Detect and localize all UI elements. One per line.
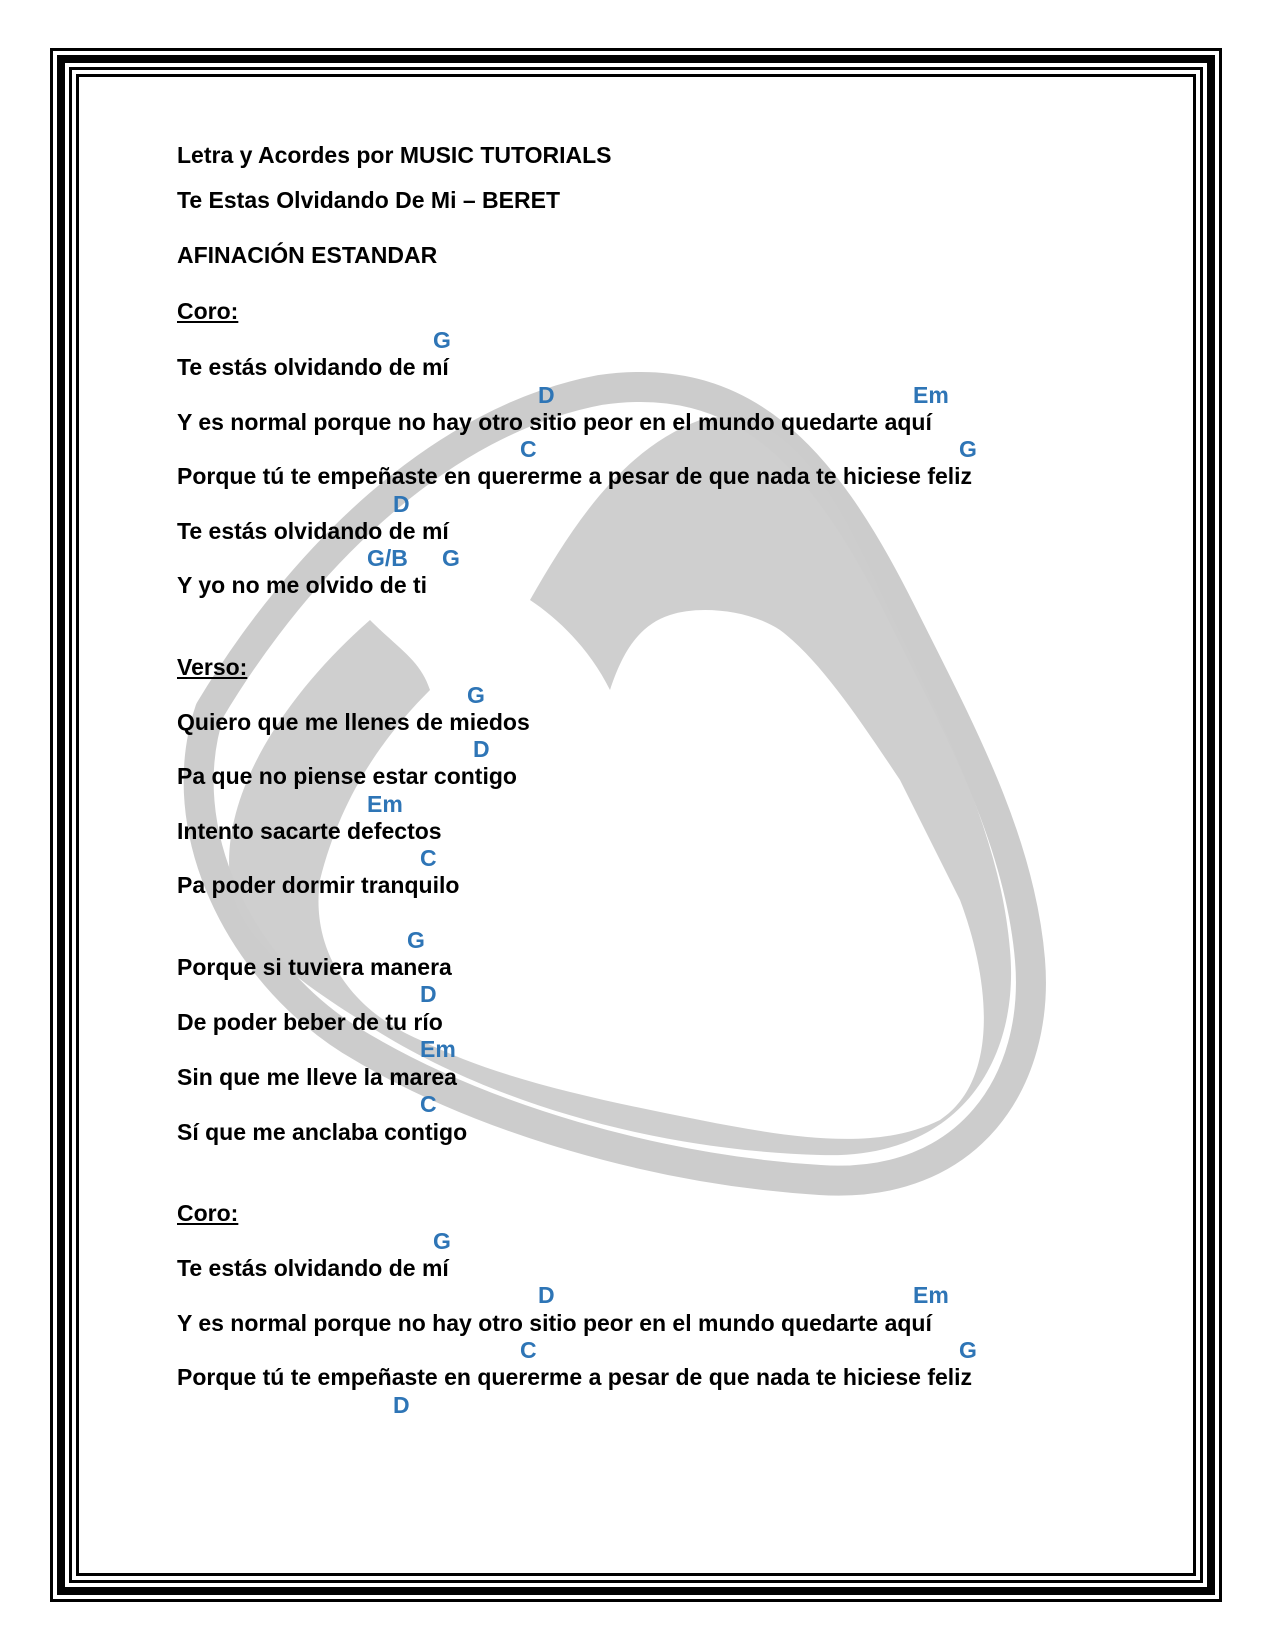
- chord: C: [420, 845, 437, 871]
- chord: G: [959, 1337, 977, 1363]
- lyric-line: Porque tú te empeñaste en quererme a pesar de que nada te hiciese feliz: [177, 1364, 973, 1390]
- lyric-line: Sí que me anclaba contigo: [177, 1119, 468, 1145]
- song-title: Te Estas Olvidando De Mi – BERET: [177, 187, 560, 213]
- lyric-line: Y yo no me olvido de ti: [177, 572, 428, 598]
- chord: G: [407, 927, 425, 953]
- section-label-verso: Verso:: [177, 654, 248, 680]
- chord: G/B: [367, 545, 408, 571]
- lyric-line: Te estás olvidando de mí: [177, 518, 449, 544]
- credit-line: Letra y Acordes por MUSIC TUTORIALS: [177, 142, 612, 168]
- chord: D: [538, 382, 555, 408]
- chord: G: [467, 682, 485, 708]
- chord: Em: [367, 791, 403, 817]
- chord: Em: [420, 1036, 456, 1062]
- chord: Em: [913, 1282, 949, 1308]
- chord: D: [538, 1282, 555, 1308]
- tuning-label: AFINACIÓN ESTANDAR: [177, 242, 438, 268]
- chord: D: [473, 736, 490, 762]
- chord: D: [393, 1392, 410, 1418]
- lyric-line: Porque tú te empeñaste en quererme a pesar de que nada te hiciese feliz: [177, 463, 973, 489]
- lyric-line: Porque si tuviera manera: [177, 954, 452, 980]
- chord: G: [959, 436, 977, 462]
- chord: D: [393, 491, 410, 517]
- chord: C: [520, 436, 537, 462]
- chord: G: [442, 545, 460, 571]
- lyric-line: De poder beber de tu río: [177, 1009, 443, 1035]
- section-label-coro: Coro:: [177, 1200, 239, 1226]
- lyric-line: Pa poder dormir tranquilo: [177, 872, 460, 898]
- lyrics-sheet: [177, 0, 1177, 1650]
- lyric-line: Te estás olvidando de mí: [177, 1255, 449, 1281]
- chord: G: [433, 327, 451, 353]
- lyric-line: Te estás olvidando de mí: [177, 354, 449, 380]
- lyric-line: Sin que me lleve la marea: [177, 1064, 457, 1090]
- lyric-line: Y es normal porque no hay otro sitio peor en el mundo quedarte aquí: [177, 1310, 932, 1336]
- chord: G: [433, 1228, 451, 1254]
- chord: C: [520, 1337, 537, 1363]
- lyric-line: Y es normal porque no hay otro sitio peor en el mundo quedarte aquí: [177, 409, 932, 435]
- section-label-coro: Coro:: [177, 298, 239, 324]
- chord: Em: [913, 382, 949, 408]
- lyric-line: Quiero que me llenes de miedos: [177, 709, 530, 735]
- chord: D: [420, 981, 437, 1007]
- lyric-line: Pa que no piense estar contigo: [177, 763, 517, 789]
- lyric-line: Intento sacarte defectos: [177, 818, 442, 844]
- chord: C: [420, 1091, 437, 1117]
